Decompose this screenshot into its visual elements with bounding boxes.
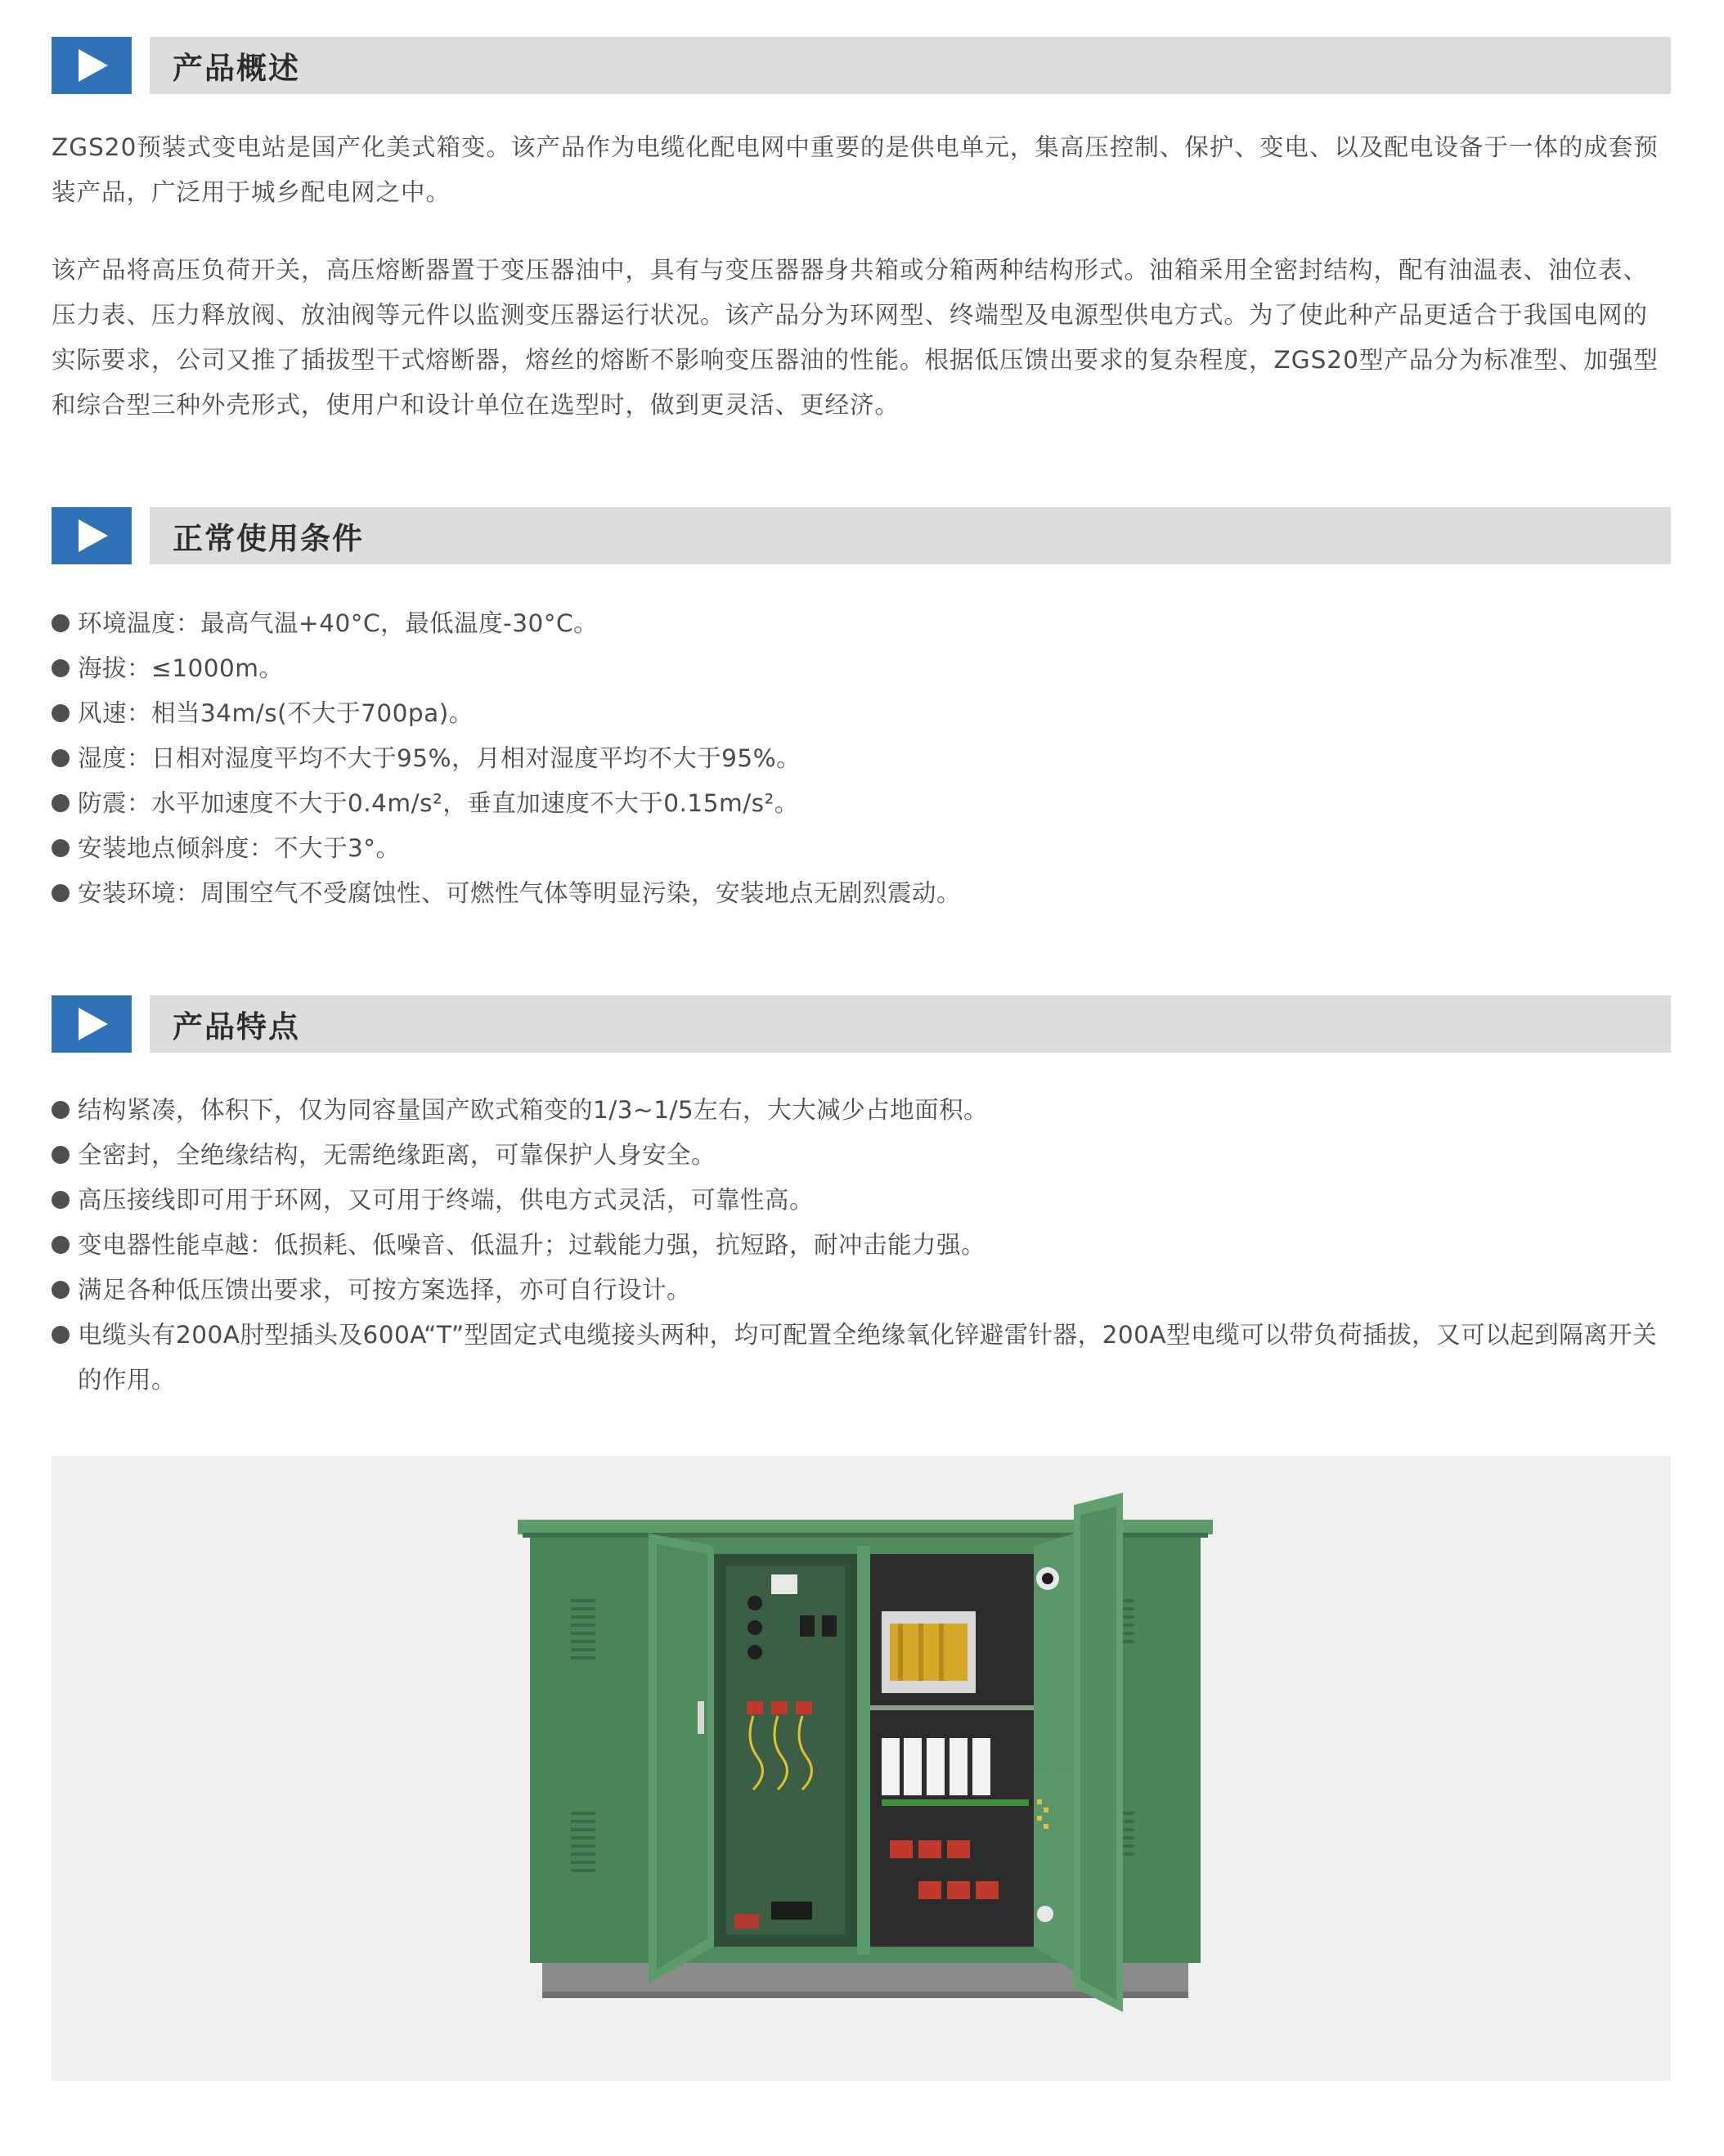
play-icon <box>52 507 132 564</box>
play-icon <box>52 37 132 94</box>
bullet-icon <box>52 1236 70 1254</box>
conditions-list <box>52 601 1671 916</box>
play-icon <box>52 995 132 1053</box>
section-title: 产品特点 <box>173 1009 300 1044</box>
list-item: 风速：相当34m/s(不大于700pa)。 <box>52 691 1671 736</box>
list-item: 高压接线即可用于环网，又可用于终端，供电方式灵活，可靠性高。 <box>52 1178 1671 1223</box>
product-photo-panel <box>52 1456 1671 2081</box>
section-title-bar <box>150 37 1671 94</box>
list-item: 结构紧凑，体积下，仅为同容量国产欧式箱变的1/3~1/5左右，大大减少占地面积。 <box>52 1088 1671 1133</box>
list-item: 防震：水平加速度不大于0.4m/s²，垂直加速度不大于0.15m/s²。 <box>52 781 1671 826</box>
bullet-icon <box>52 884 70 902</box>
overview-paragraph-2: 该产品将高压负荷开关，高压熔断器置于变压器油中，具有与变压器器身共箱或分箱两种结构形式。油箱采用全密封结构，配有油温表、油位表、压力表、压力释放阀、放油阀等元件以监测变压器运行状况。该产品分为环网型、终端型及电源型供电方式。为了使此种产品更适合于我国电网的实际要求，公司又推了插拔型干式熔断器，熔丝的熔断不影响变压器油的性能。根据低压馈出要求的复杂程度，ZGS20型产品分为标准型、加强型和综合型三种外壳形式，使用户和设计单位在选型时，做到更灵活、更经济。 <box>52 256 1659 419</box>
list-item: 环境温度：最高气温+40°C，最低温度-30°C。 <box>52 601 1671 646</box>
section-title: 正常使用条件 <box>173 521 364 556</box>
section-title: 产品概述 <box>173 51 300 86</box>
list-item: 海拔：≤1000m。 <box>52 646 1671 691</box>
section-header-features <box>52 995 1671 1053</box>
section-title-bar <box>150 995 1671 1053</box>
substation-cabinet-illustration <box>52 1456 1671 2081</box>
list-item: 全密封，全绝缘结构，无需绝缘距离，可靠保护人身安全。 <box>52 1133 1671 1178</box>
list-item: 满足各种低压馈出要求，可按方案选择，亦可自行设计。 <box>52 1268 1671 1313</box>
list-item: 湿度：日相对湿度平均不大于95%，月相对湿度平均不大于95%。 <box>52 736 1671 781</box>
list-item: 安装地点倾斜度：不大于3°。 <box>52 826 1671 871</box>
bullet-icon <box>52 1146 70 1164</box>
bullet-icon <box>52 1101 70 1119</box>
bullet-icon <box>52 1326 70 1344</box>
bullet-icon <box>52 1281 70 1299</box>
bullet-icon <box>52 839 70 857</box>
list-item: 变电器性能卓越：低损耗、低噪音、低温升；过载能力强，抗短路，耐冲击能力强。 <box>52 1223 1671 1268</box>
bullet-icon <box>52 794 70 812</box>
bullet-icon <box>52 749 70 767</box>
bullet-icon <box>52 659 70 677</box>
list-item: 电缆头有200A肘型插头及600A“T”型固定式电缆接头两种，均可配置全绝缘氧化锌避雷针器，200A型电缆可以带负荷插拔，又可以起到隔离开关的作用。 <box>52 1313 1671 1403</box>
features-list <box>52 1088 1671 1403</box>
bullet-icon <box>52 704 70 722</box>
section-title-bar <box>150 507 1671 564</box>
section-header-conditions <box>52 507 1671 564</box>
bullet-icon <box>52 1191 70 1209</box>
list-item: 安装环境：周围空气不受腐蚀性、可燃性气体等明显污染，安装地点无剧烈震动。 <box>52 871 1671 916</box>
overview-paragraph-1: ZGS20预装式变电站是国产化美式箱变。该产品作为电缆化配电网中重要的是供电单元，集高压控制、保护、变电、以及配电设备于一体的成套预装产品，广泛用于城乡配电网之中。 <box>52 133 1659 206</box>
bullet-icon <box>52 614 70 632</box>
section-header-overview <box>52 37 1671 94</box>
